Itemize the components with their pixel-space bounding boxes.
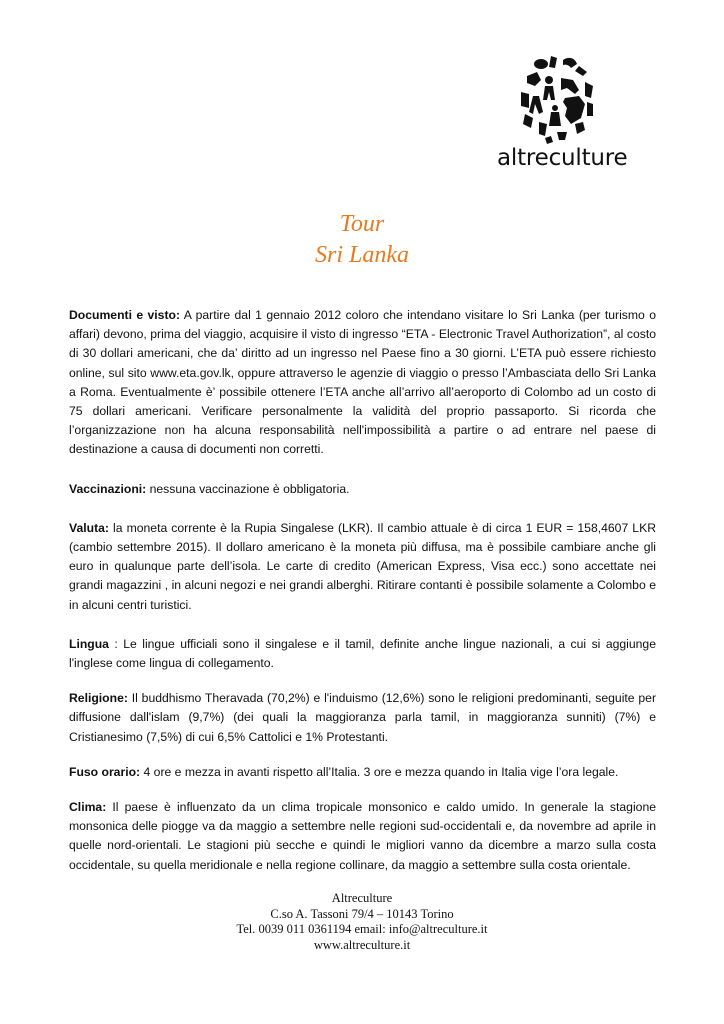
footer-website: www.altreculture.it [313,937,411,952]
section-label: Documenti e visto: [69,308,181,322]
logo [497,52,628,172]
page-title [0,209,724,271]
section-label: Clima: [69,800,107,815]
section-vaccinazioni [69,480,656,499]
section-valuta [69,519,656,615]
section-text: la moneta corrente è la Rupia Singalese (LKR). Il cambio attuale è di circa 1 EUR = 158,4607 LKR (cambio settembre 2015). Il dollaro americano è la moneta più diffusa, ma è possibile cambiare anche gli euro in qualunque parte dell’isola. Le carte di credito (American Express, Visa ecc.) sono accettate nei grandi magazzini , in alcuni negozi e nei grandi alberghi. Ritirare contanti è possibile solamente a Colombo e in alcuni centri turistici. [69,520,656,612]
section-lingua [69,635,656,673]
footer [0,891,724,953]
section-label: Religione: [69,691,128,706]
document-body [69,306,656,891]
section-religione [69,689,656,747]
section-label: Fuso orario: [69,764,141,779]
section-text: A partire dal 1 gennaio 2012 coloro che intendano visitare lo Sri Lanka (per turismo o affari) devono, prima del viaggio, acquisire il visto di ingresso “ETA - Electronic Travel Authorization”, al costo di 30 dollari americani, che da’ diritto ad un ingresso nel Paese fino a 30 giorni. L’ETA può essere richiesto online, sul sito www.eta.gov.lk, oppure attraverso le agenzie di viaggio o presso l’Ambasciata dello Sri Lanka a Roma. Eventualmente è’ possibile ottenere l’ETA anche all’arrivo all’aeroporto di Colombo ad un costo di 75 dollari americani. Verificare personalmente la validità del proprio passaporto. Si ricorda che l’organizzazione non ha alcuna responsabilità nell'impossibilità a partire o ad entrare nel paese di destinazione a causa di documenti non corretti. [69,308,656,457]
section-label: Valuta: [69,520,109,535]
section-text: Il paese è influenzato da un clima tropicale monsonico e caldo umido. In generale la stagione monsonica delle piogge va da maggio a settembre nelle regioni sud-occidentali e, da novembre ad aprile in quelle nord-orientali. Le stagioni più secche e quindi le migliori vanno da dicembre a marzo sulla costa occidentale, su quella meridionale e nella regione collinare, da maggio a settembre sulla costa orientale. [69,800,656,872]
footer-name: Altreculture [331,891,393,905]
footer-contacts: Tel. 0039 011 0361194 email: info@altreculture.it [236,922,488,936]
section-text: : Le lingue ufficiali sono il singalese e il tamil, definite anche lingue nazionali, a cui si aggiunge l'inglese come lingua di collegamento. [69,636,656,671]
title-line-2: Sri Lanka [314,242,409,268]
footer-address: C.so A. Tassoni 79/4 – 10143 Torino [270,906,454,921]
section-documenti [69,306,656,460]
section-clima [69,798,656,875]
ethnic-figures-logo-icon [515,52,599,144]
section-label: Vaccinazioni: [69,481,147,496]
section-text: nessuna vaccinazione è obbligatoria. [146,481,350,496]
title-line-1: Tour [339,211,385,237]
section-label: Lingua [69,636,109,651]
section-text: Il buddhismo Theravada (70,2%) e l'induismo (12,6%) sono le religioni predominanti, seguite per diffusione dall'islam (9,7%) (dei quali la maggioranza parla tamil, in maggioranza sunniti) (7%) e Cristianesimo (7,5%) di cui 6,5% Cattolici e 1% Protestanti. [69,691,656,744]
section-text: 4 ore e mezza in avanti rispetto all’Italia. 3 ore e mezza quando in Italia vige l’ora legale. [140,764,619,779]
logo-wordmark: altreculture [497,145,628,171]
section-fuso-orario [69,763,656,782]
